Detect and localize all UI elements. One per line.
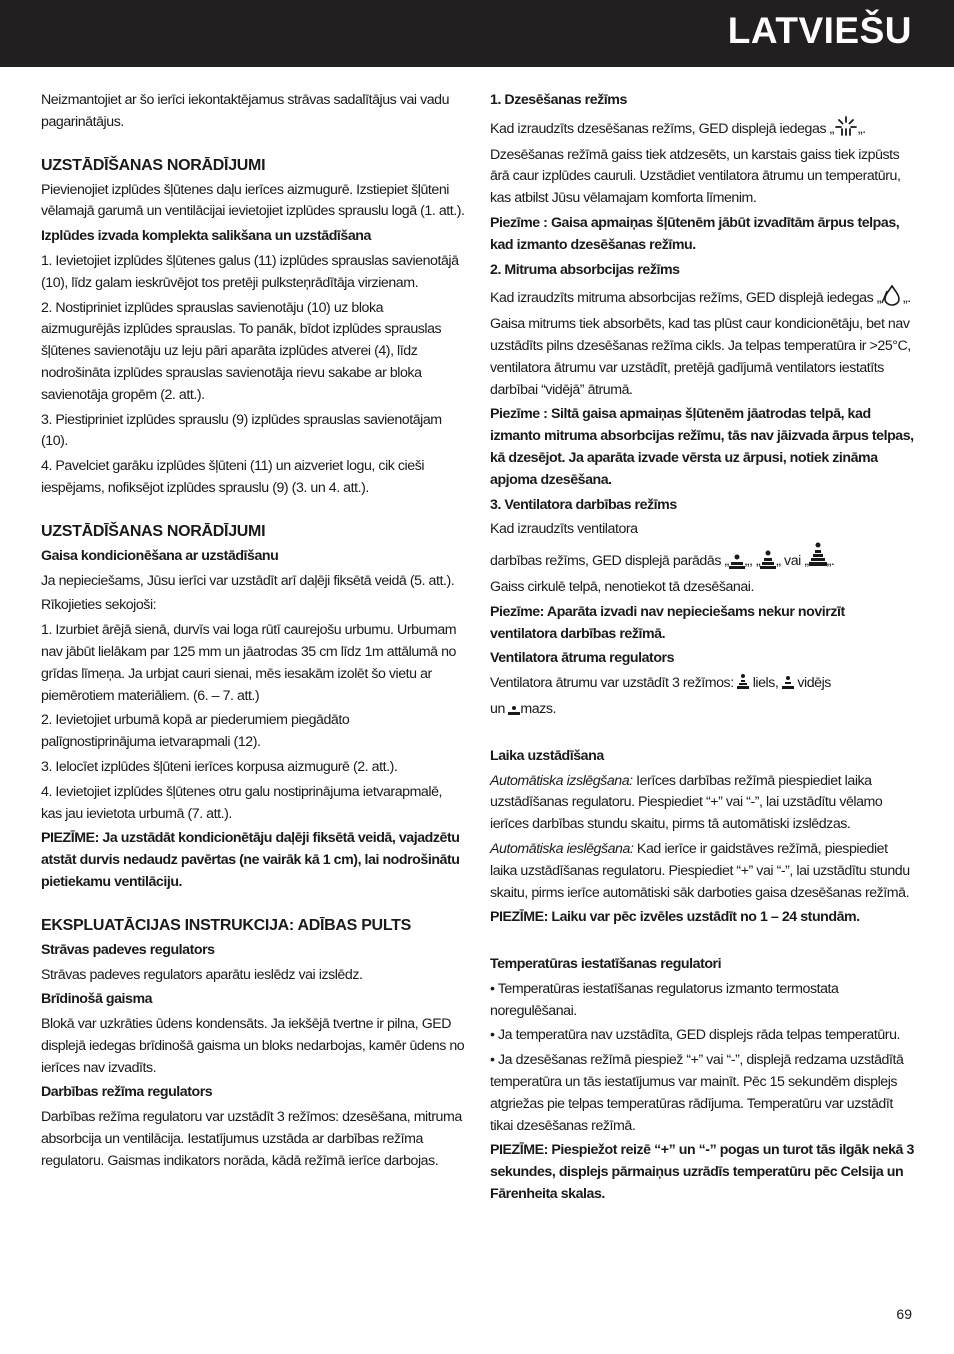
fan-speed-heading: Ventilatora ātruma regulators [490, 650, 675, 667]
installation-paragraph: Pievienojiet izplūdes šļūtenes daļu ierīces aizmugurē. Izstiepiet šļūteni vēlamajā garumā un ventilācijai ievietojiet izplūdes sprauslu logā (1. att.). [41, 181, 465, 220]
fan-speed-text-b: liels, [752, 675, 779, 692]
cooling-text-b: „. Dzesēšanas režīmā gaiss tiek atdzesēts, un karstais gaiss tiek izpūsts ārā caur izplūdes cauruli. Uzstādiet ventilatora ātrumu un temperatūru, kas atbilst Jūsu vēlamajam komforta līmenim. [490, 120, 901, 207]
timer-on-paragraph [490, 839, 914, 904]
language-header-bar [0, 0, 954, 67]
fan-low-icon [729, 553, 745, 577]
warning-light-paragraph: Blokā var uzkrāties ūdens kondensāts. Ja iekšējā tvertne ir pilna, GED displejā iedegas brīdinošā gaisma un bloks nedarbojas, kamēr ūdens no ierīces nav izvadīts. [41, 1016, 465, 1076]
fan-speed-high-icon [737, 673, 749, 699]
droplet-dehumidify-icon [881, 284, 903, 314]
fixed-step-4: 4. Ievietojiet izplūdes šļūtenes otru galu nostiprinājuma ietvarapmalē, kas jau ievietota urbumā (7. att.). [41, 783, 443, 822]
timer-on-text: Kad ierīce ir gaidstāves režīmā, piespiediet laika uzstādīšanas regulatoru. Piespiediet “+” vai “-”, lai uzstādītu stundu skaitu, pirms ierīce automātiski sāk darboties gaisa dzesēšanas režīmā. [490, 840, 910, 901]
fan-mode-text-e: „. [826, 553, 835, 570]
exhaust-step-3: 3. Piestipriniet izplūdes sprauslu (9) izplūdes sprauslas savienotājam (10). [41, 411, 442, 450]
timer-on-label: Automātiska ieslēgšana: [490, 840, 634, 857]
fan-mode-text-a: Kad izraudzīts ventilatora [490, 521, 638, 538]
temperature-bullet-3: • Ja dzesēšanas režīmā piespiež “+” vai “-”, displejā redzama uzstādītā temperatūra un tās iestatījumus var mainīt. Pēc 15 sekundēm displejs atgriežas pie telpas temperatūras rādījuma. Temperatūru var uzstādīt tikai dzesēšanas režīmā. [490, 1052, 904, 1134]
fixed-step-3: 3. Ielocīet izplūdes šļūteni ierīces korpusa aizmugurē (2. att.). [41, 758, 398, 775]
timer-heading: Laika uzstādīšana [490, 747, 604, 764]
fan-speed-text-e: mazs. [520, 700, 556, 717]
timer-off-paragraph [490, 771, 914, 836]
fixed-install-subheading: Gaisa kondicionēšana ar uzstādīšanu [41, 547, 279, 564]
fan-speed-text-c: vidējs [797, 675, 831, 692]
fan-mode-text-b: darbības režīms, GED displejā parādās „ [490, 553, 729, 570]
timer-note: PIEZĪME: Laiku var pēc izvēles uzstādīt no 1 – 24 stundām. [490, 909, 860, 926]
dehumidify-mode-heading: 2. Mitruma absorbcijas režīms [490, 261, 680, 278]
snowflake-cooling-icon [834, 115, 858, 145]
fan-medium-icon [760, 549, 776, 577]
timer-off-label: Automātiska izslēgšana: [490, 772, 633, 789]
temperature-heading: Temperatūras iestatīšanas regulatori [490, 956, 722, 973]
fan-speed-paragraph [490, 673, 914, 725]
temperature-note: PIEZĪME: Piespiežot reizē “+” un “-” pogas un turot tās ilgāk nekā 3 sekundes, displejs pārmaiņus uzrādīs temperatūru pēc Celsija un Fārenheita skalas. [490, 1142, 914, 1203]
section-heading-operation: EKSPLUATĀCIJAS INSTRUKCIJA: ADĪBAS PULTS [41, 916, 411, 934]
left-column [41, 90, 465, 1176]
timer-off-text: Ierīces darbības režīmā piespiediet laika uzstādīšanas regulatoru. Piespiediet “+” vai “-”, lai uzstādītu vēlamo ierīces darbības stundu skaitu, pirms tā automātiski izslēdzas. [490, 772, 883, 833]
right-column [490, 90, 914, 1209]
fan-mode-text-c: „, „ [744, 553, 761, 570]
fixed-install-paragraph: Ja nepieciešams, Jūsu ierīci var uzstādīt arī daļēji fiksētā veidā (5. att.). [41, 572, 455, 589]
cooling-mode-heading: 1. Dzesēšanas režīms [490, 92, 627, 108]
section-heading-installation-2: UZSTĀDĪŠANAS NORĀDĪJUMI [41, 522, 266, 540]
fan-mode-heading: 3. Ventilatora darbības režīms [490, 496, 677, 513]
section-heading-installation: UZSTĀDĪŠANAS NORĀDĪJUMI [41, 156, 266, 174]
warning-light-subheading: Brīdinošā gaisma [41, 991, 153, 1008]
cooling-mode-note: Piezīme : Gaisa apmaiņas šļūtenēm jābūt izvadītām ārpus telpas, kad izmanto dzesēšanas režīmu. [490, 214, 900, 253]
fixed-step-1: 1. Izurbiet ārējā sienā, durvīs vai loga rūtī caurejošu urbumu. Urbumam nav jābūt lielākam par 125 mm un jāatrodas 35 cm līdz 1m attālumā no grīdas līmeņa. Ja urbjat cauri sienai, mēs iesakām izolēt šo vietu ar piemērotiem materiāliem. (6. – 7. att.) [41, 622, 457, 704]
exhaust-kit-subheading: Izplūdes izvada komplekta salikšana un uzstādīšana [41, 228, 371, 245]
dehumidify-mode-paragraph [490, 284, 914, 401]
fan-speed-text-a: Ventilatora ātrumu var uzstādīt 3 režīmos: [490, 675, 734, 692]
fan-high-icon [809, 541, 827, 577]
cooling-mode-paragraph [490, 115, 914, 210]
intro-paragraph: Neizmantojiet ar šo ierīci iekontaktējamus strāvas sadalītājus vai vadu pagarinātājus. [41, 92, 450, 130]
fan-mode-paragraph [490, 519, 914, 598]
dehumidify-mode-note: Piezīme : Siltā gaisa apmaiņas šļūtenēm jāatrodas telpā, kad izmanto mitruma absorbcijas režīmu, tās nav jāizvada ārpus telpas, kā dzesējot. Ja aparāta izvade vērsta uz ārpusi, notiek zināma apjoma dzesēšana. [490, 406, 914, 488]
cooling-text-a: Kad izraudzīts dzesēšanas režīms, GED displejā iedegas „ [490, 120, 834, 137]
fixed-step-2: 2. Ievietojiet urbumā kopā ar piederumiem piegādāto palīgnostiprinājuma ietvarapmali (12). [41, 712, 350, 751]
mode-control-subheading: Darbības režīma regulators [41, 1084, 213, 1101]
fan-mode-text-d: „ vai „ [776, 553, 809, 570]
fan-mode-text-f: Gaiss cirkulē telpā, nenotiekot tā dzesēšanai. [490, 578, 754, 595]
fan-mode-note: Piezīme: Aparāta izvadi nav nepieciešams nekur novirzīt ventilatora darbības režīmā. [490, 603, 845, 642]
fan-speed-medium-icon [782, 675, 794, 699]
power-control-paragraph: Strāvas padeves regulators aparātu ieslēdz vai izslēdz. [41, 966, 363, 983]
exhaust-step-1: 1. Ievietojiet izplūdes šļūtenes galus (11) izplūdes sprauslas savienotājā (10), līdz galam ieskrūvējot tos pretēji pulksteņrādītāja virzienam. [41, 252, 459, 291]
page-number: 69 [896, 1306, 912, 1322]
power-control-subheading: Strāvas padeves regulators [41, 941, 215, 958]
temperature-bullet-2: • Ja temperatūra nav uzstādīta, GED displejs rāda telpas temperatūru. [490, 1027, 901, 1044]
exhaust-step-2: 2. Nostipriniet izplūdes sprauslas savienotāju (10) uz bloka aizmugurējās izplūdes sprauslas. To panāk, bīdot izplūdes sprauslas šļūtenes savienotāju uz leju pāri aparāta izplūdes atverei (4), līdz nodrošināta izplūdes sprauslas savienotāja rievu sakabe ar bloka savienotāja gropēm (2. att.). [41, 299, 442, 403]
fan-speed-low-icon [508, 703, 520, 725]
temperature-bullet-1: • Temperatūras iestatīšanas regulatorus izmanto termostata noregulēšanai. [490, 980, 839, 1019]
dehumidify-text-b: „. Gaisa mitrums tiek absorbēts, kad tas plūst caur kondicionētāju, bet nav uzstādīts pilns dzesēšanas režīma cikls. Ja telpas temperatūra ir >25°C, ventilatora ātrumu var uzstādīt, pretējā gadījumā ventilators iestatīts darbībai “vidējā” ātrumā. [490, 290, 911, 398]
language-title: LATVIEŠU [727, 10, 912, 51]
exhaust-step-4: 4. Pavelciet garāku izplūdes šļūteni (11) un aizveriet logu, cik cieši iespējams, nofiksējot izplūdes sprauslu (9) (3. un 4. att.). [41, 458, 425, 496]
proceed-paragraph: Rīkojieties sekojoši: [41, 597, 157, 614]
mode-control-paragraph: Darbības režīma regulatoru var uzstādīt 3 režīmos: dzesēšana, mitruma absorbcija un ventilācija. Iestatījumus uzstāda ar darbības režīma regulatoru. Gaismas indikators norāda, kādā režīmā ierīce darbojas. [41, 1109, 462, 1169]
fixed-install-note: PIEZĪME: Ja uzstādāt kondicionētāju daļēji fiksētā veidā, vajadzētu atstāt durvis nedaudz pavērtas (ne vairāk kā 1 cm), lai nodrošinātu pietiekamu ventilāciju. [41, 830, 460, 890]
fan-speed-text-d: un [490, 700, 505, 717]
dehumidify-text-a: Kad izraudzīts mitruma absorbcijas režīms, GED displejā iedegas „ [490, 290, 882, 307]
